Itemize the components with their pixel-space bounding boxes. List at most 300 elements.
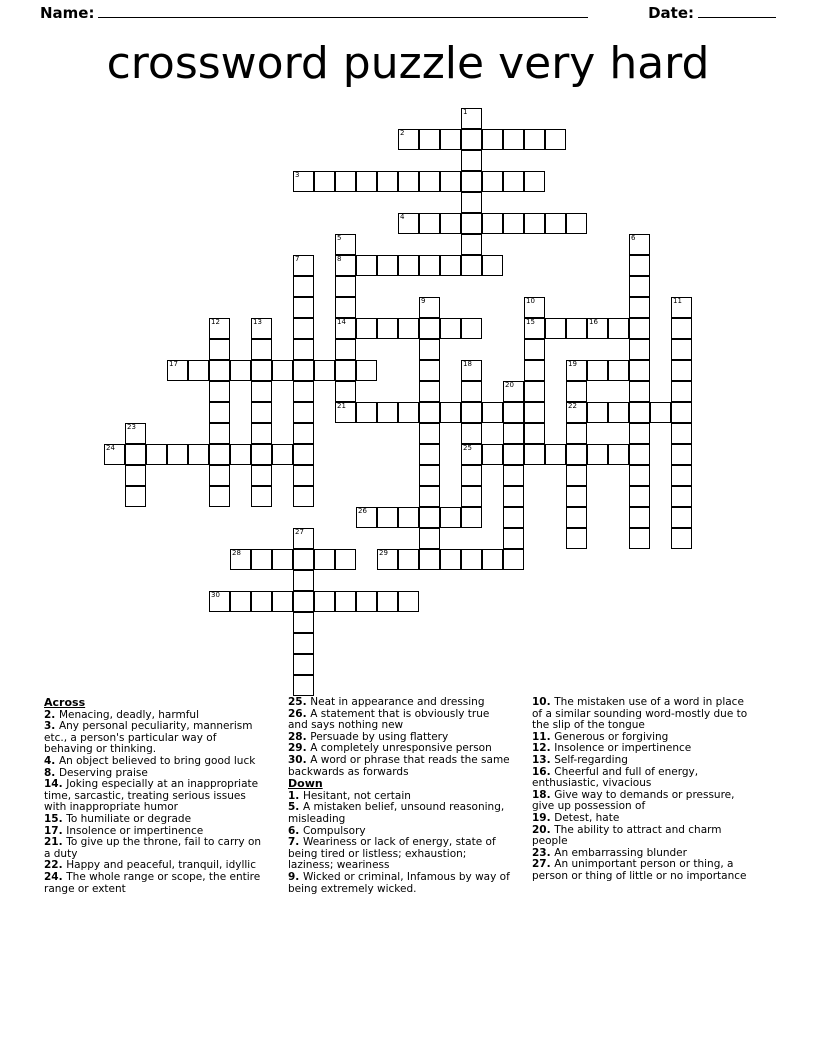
grid-cell[interactable] [482, 444, 503, 465]
grid-cell[interactable] [503, 129, 524, 150]
grid-cell-number: 6 [631, 234, 636, 242]
grid-cell[interactable] [566, 318, 587, 339]
grid-cell[interactable] [419, 381, 440, 402]
grid-cell[interactable] [461, 402, 482, 423]
name-input-line[interactable] [98, 4, 588, 18]
grid-cell[interactable] [209, 381, 230, 402]
grid-cell[interactable] [461, 486, 482, 507]
grid-cell[interactable] [209, 465, 230, 486]
grid-cell[interactable] [293, 486, 314, 507]
grid-cell[interactable] [461, 507, 482, 528]
grid-cell[interactable] [125, 465, 146, 486]
grid-cell[interactable] [503, 381, 524, 402]
grid-cell[interactable] [545, 129, 566, 150]
grid-cell[interactable] [461, 423, 482, 444]
grid-cell[interactable] [209, 591, 230, 612]
grid-cell[interactable] [482, 213, 503, 234]
grid-cell[interactable] [377, 318, 398, 339]
grid-cell[interactable] [398, 402, 419, 423]
grid-cell[interactable] [188, 444, 209, 465]
grid-cell[interactable] [146, 444, 167, 465]
grid-cell[interactable] [230, 591, 251, 612]
grid-cell[interactable] [671, 486, 692, 507]
grid-cell[interactable] [398, 255, 419, 276]
grid-cell[interactable] [482, 255, 503, 276]
grid-cell[interactable] [398, 213, 419, 234]
grid-cell[interactable] [335, 171, 356, 192]
grid-cell[interactable] [398, 318, 419, 339]
grid-cell[interactable] [440, 318, 461, 339]
grid-cell[interactable] [398, 507, 419, 528]
grid-cell[interactable] [377, 591, 398, 612]
grid-cell[interactable] [293, 318, 314, 339]
grid-cell[interactable] [419, 402, 440, 423]
clue-number: 18. [532, 788, 555, 801]
grid-cell-number: 27 [295, 528, 304, 536]
grid-cell[interactable] [629, 381, 650, 402]
clue-number: 28. [288, 730, 311, 743]
grid-cell[interactable] [587, 318, 608, 339]
grid-cell[interactable] [440, 507, 461, 528]
grid-cell[interactable] [419, 171, 440, 192]
grid-cell[interactable] [461, 213, 482, 234]
clue-item: 23. An embarrassing blunder [532, 846, 687, 859]
grid-cell-number: 25 [463, 444, 472, 452]
grid-cell-number: 11 [673, 297, 682, 305]
grid-cell[interactable] [629, 297, 650, 318]
grid-cell[interactable] [461, 234, 482, 255]
date-label: Date: [648, 4, 694, 22]
clue-number: 21. [44, 836, 67, 849]
grid-cell[interactable] [335, 360, 356, 381]
grid-cell[interactable] [356, 171, 377, 192]
grid-cell[interactable] [503, 465, 524, 486]
grid-cell[interactable] [293, 570, 314, 591]
clue-item: 26. A statement that is obviously true and says nothing new [288, 707, 490, 732]
grid-cell[interactable] [650, 402, 671, 423]
grid-cell[interactable] [293, 171, 314, 192]
grid-cell[interactable] [629, 276, 650, 297]
clue-number: 23. [532, 846, 555, 859]
grid-cell[interactable] [230, 360, 251, 381]
clue-item: 2. Menacing, deadly, harmful [44, 708, 199, 721]
grid-cell[interactable] [188, 360, 209, 381]
grid-cell[interactable] [251, 465, 272, 486]
grid-cell[interactable] [272, 591, 293, 612]
grid-cell[interactable] [209, 486, 230, 507]
grid-cell[interactable] [566, 465, 587, 486]
grid-cell[interactable] [629, 339, 650, 360]
grid-cell[interactable] [356, 591, 377, 612]
grid-cell[interactable] [209, 318, 230, 339]
grid-cell[interactable] [356, 507, 377, 528]
grid-cell[interactable] [104, 444, 125, 465]
grid-cell[interactable] [503, 528, 524, 549]
grid-cell[interactable] [629, 528, 650, 549]
grid-cell[interactable] [251, 381, 272, 402]
grid-cell[interactable] [461, 108, 482, 129]
grid-cell[interactable] [314, 360, 335, 381]
grid-cell[interactable] [629, 318, 650, 339]
grid-cell[interactable] [524, 423, 545, 444]
clue-item: 20. The ability to attract and charm people [532, 823, 722, 848]
clues-section [44, 697, 774, 957]
grid-cell[interactable] [566, 423, 587, 444]
grid-cell-number: 7 [295, 255, 300, 263]
clue-item: 30. A word or phrase that reads the same backwards as forwards [288, 753, 510, 778]
grid-cell[interactable] [335, 591, 356, 612]
grid-cell[interactable] [440, 255, 461, 276]
grid-cell[interactable] [377, 402, 398, 423]
grid-cell[interactable] [167, 360, 188, 381]
grid-cell[interactable] [293, 402, 314, 423]
grid-cell-number: 15 [526, 318, 535, 326]
grid-cell[interactable] [440, 549, 461, 570]
grid-cell[interactable] [587, 402, 608, 423]
grid-cell[interactable] [587, 444, 608, 465]
grid-cell[interactable] [503, 486, 524, 507]
grid-cell[interactable] [419, 528, 440, 549]
grid-cell[interactable] [545, 318, 566, 339]
grid-cell[interactable] [566, 444, 587, 465]
grid-cell[interactable] [524, 381, 545, 402]
grid-cell[interactable] [377, 507, 398, 528]
grid-cell[interactable] [482, 171, 503, 192]
grid-cell-number: 8 [337, 255, 342, 263]
grid-cell[interactable] [482, 129, 503, 150]
grid-cell[interactable] [251, 549, 272, 570]
grid-cell[interactable] [461, 318, 482, 339]
grid-cell[interactable] [503, 213, 524, 234]
grid-cell[interactable] [482, 402, 503, 423]
grid-cell[interactable] [335, 318, 356, 339]
grid-cell-number: 14 [337, 318, 346, 326]
grid-cell[interactable] [209, 360, 230, 381]
grid-cell-number: 30 [211, 591, 220, 599]
grid-cell[interactable] [314, 171, 335, 192]
header-row [40, 4, 776, 22]
grid-cell[interactable] [251, 423, 272, 444]
grid-cell[interactable] [524, 171, 545, 192]
grid-cell-number: 1 [463, 108, 468, 116]
grid-cell[interactable] [671, 360, 692, 381]
grid-cell[interactable] [419, 486, 440, 507]
grid-cell-number: 23 [127, 423, 136, 431]
grid-cell[interactable] [461, 255, 482, 276]
grid-cell[interactable] [671, 339, 692, 360]
clue-number: 24. [44, 870, 67, 883]
grid-cell-number: 20 [505, 381, 514, 389]
grid-cell[interactable] [461, 171, 482, 192]
grid-cell[interactable] [524, 444, 545, 465]
grid-cell-number: 28 [232, 549, 241, 557]
clue-item: 6. Compulsory [288, 824, 366, 837]
grid-cell[interactable] [461, 150, 482, 171]
grid-cell-number: 10 [526, 297, 535, 305]
grid-cell-number: 26 [358, 507, 367, 515]
grid-cell[interactable] [419, 360, 440, 381]
grid-cell[interactable] [629, 507, 650, 528]
clue-number: 13. [532, 753, 555, 766]
grid-cell[interactable] [671, 423, 692, 444]
grid-cell[interactable] [251, 444, 272, 465]
grid-cell[interactable] [230, 444, 251, 465]
grid-cell[interactable] [209, 423, 230, 444]
name-field-group [40, 4, 648, 22]
down-heading: Down [288, 777, 323, 791]
clue-number: 26. [288, 707, 311, 720]
grid-cell[interactable] [503, 402, 524, 423]
grid-cell[interactable] [671, 507, 692, 528]
grid-cell-number: 29 [379, 549, 388, 557]
grid-cell[interactable] [608, 444, 629, 465]
clue-item: 5. A mistaken belief, unsound reasoning, misleading [288, 801, 505, 825]
clue-item: 14. Joking especially at an inappropriate time, sarcastic, treating serious issues with inappropriate humor [44, 778, 259, 814]
grid-cell-number: 2 [400, 129, 405, 137]
clue-item: 13. Self-regarding [532, 753, 628, 766]
grid-cell[interactable] [461, 381, 482, 402]
grid-cell[interactable] [503, 171, 524, 192]
grid-cell[interactable] [671, 465, 692, 486]
clue-item: 24. The whole range or scope, the entire range or extent [44, 870, 261, 895]
grid-cell[interactable] [503, 423, 524, 444]
grid-cell[interactable] [251, 318, 272, 339]
grid-cell[interactable] [566, 528, 587, 549]
grid-cell[interactable] [671, 402, 692, 423]
grid-cell[interactable] [419, 129, 440, 150]
grid-cell[interactable] [293, 423, 314, 444]
grid-cell[interactable] [314, 591, 335, 612]
grid-cell[interactable] [251, 360, 272, 381]
grid-cell[interactable] [272, 444, 293, 465]
grid-cell[interactable] [335, 297, 356, 318]
grid-cell[interactable] [482, 549, 503, 570]
grid-cell[interactable] [545, 444, 566, 465]
clue-number: 10. [532, 696, 555, 708]
grid-cell[interactable] [671, 381, 692, 402]
grid-cell[interactable] [671, 318, 692, 339]
grid-cell[interactable] [293, 339, 314, 360]
clue-number: 22. [44, 859, 67, 872]
grid-cell-number: 19 [568, 360, 577, 368]
grid-cell[interactable] [356, 255, 377, 276]
grid-cell[interactable] [293, 654, 314, 675]
grid-cell[interactable] [335, 276, 356, 297]
grid-cell[interactable] [524, 129, 545, 150]
grid-cell-number: 21 [337, 402, 346, 410]
across-heading: Across [44, 696, 86, 709]
clue-item: 3. Any personal peculiarity, mannerism etc., a person's particular way of behaving or thinking. [44, 720, 253, 756]
grid-cell[interactable] [566, 486, 587, 507]
grid-cell[interactable] [209, 444, 230, 465]
grid-cell[interactable] [419, 213, 440, 234]
grid-cell[interactable] [440, 129, 461, 150]
grid-cell[interactable] [587, 360, 608, 381]
grid-cell[interactable] [167, 444, 188, 465]
grid-cell[interactable] [335, 255, 356, 276]
date-field-group [648, 4, 776, 22]
clue-item: 28. Persuade by using flattery [288, 730, 449, 743]
grid-cell[interactable] [671, 444, 692, 465]
grid-cell[interactable] [503, 549, 524, 570]
grid-cell[interactable] [293, 465, 314, 486]
grid-cell[interactable] [230, 549, 251, 570]
grid-cell[interactable] [461, 444, 482, 465]
grid-cell[interactable] [419, 465, 440, 486]
grid-cell[interactable] [566, 213, 587, 234]
grid-cell[interactable] [335, 402, 356, 423]
clue-item: 1. Hesitant, not certain [288, 789, 411, 802]
grid-cell[interactable] [356, 360, 377, 381]
grid-cell[interactable] [461, 549, 482, 570]
grid-cell[interactable] [398, 591, 419, 612]
clue-item: 7. Weariness or lack of energy, state of being tired or listless; exhaustion; laziness; weariness [288, 836, 496, 872]
grid-cell[interactable] [125, 444, 146, 465]
grid-cell[interactable] [629, 465, 650, 486]
grid-cell-number: 3 [295, 171, 300, 179]
grid-cell[interactable] [524, 402, 545, 423]
grid-cell[interactable] [440, 213, 461, 234]
grid-cell[interactable] [419, 423, 440, 444]
clue-item: 21. To give up the throne, fail to carry on a duty [44, 836, 262, 860]
grid-cell[interactable] [419, 549, 440, 570]
grid-cell-number: 9 [421, 297, 426, 305]
grid-cell[interactable] [398, 171, 419, 192]
grid-cell[interactable] [419, 318, 440, 339]
grid-cell[interactable] [335, 339, 356, 360]
grid-cell[interactable] [293, 612, 314, 633]
grid-cell[interactable] [272, 549, 293, 570]
grid-cell[interactable] [251, 339, 272, 360]
grid-cell[interactable] [629, 402, 650, 423]
grid-cell[interactable] [461, 192, 482, 213]
grid-cell[interactable] [293, 528, 314, 549]
grid-cell[interactable] [419, 507, 440, 528]
clue-number: 3. [44, 720, 59, 733]
grid-cell[interactable] [629, 444, 650, 465]
grid-cell[interactable] [314, 549, 335, 570]
grid-cell[interactable] [293, 675, 314, 696]
clues-column-2 [288, 697, 510, 895]
clue-number: 4. [44, 754, 59, 767]
grid-cell[interactable] [293, 633, 314, 654]
grid-cell[interactable] [524, 297, 545, 318]
clue-number: 11. [532, 730, 555, 743]
grid-cell[interactable] [440, 402, 461, 423]
grid-cell[interactable] [461, 129, 482, 150]
grid-cell[interactable] [293, 360, 314, 381]
date-input-line[interactable] [698, 4, 776, 18]
grid-cell[interactable] [335, 234, 356, 255]
grid-cell[interactable] [608, 402, 629, 423]
grid-cell[interactable] [524, 318, 545, 339]
grid-cell[interactable] [251, 591, 272, 612]
grid-cell[interactable] [398, 549, 419, 570]
grid-cell[interactable] [524, 360, 545, 381]
clue-item: 19. Detest, hate [532, 811, 620, 824]
grid-cell[interactable] [398, 129, 419, 150]
grid-cell[interactable] [629, 486, 650, 507]
grid-cell-number: 13 [253, 318, 262, 326]
grid-cell[interactable] [671, 297, 692, 318]
grid-cell[interactable] [545, 213, 566, 234]
grid-cell[interactable] [419, 297, 440, 318]
grid-cell[interactable] [293, 255, 314, 276]
clue-item: 29. A completely unresponsive person [288, 742, 492, 755]
clues-column-1 [44, 697, 266, 895]
name-label: Name: [40, 4, 95, 22]
grid-cell[interactable] [440, 171, 461, 192]
grid-cell[interactable] [608, 360, 629, 381]
grid-cell[interactable] [377, 255, 398, 276]
grid-cell[interactable] [629, 234, 650, 255]
grid-cell[interactable] [125, 423, 146, 444]
grid-cell[interactable] [503, 444, 524, 465]
grid-cell[interactable] [293, 444, 314, 465]
grid-cell[interactable] [419, 444, 440, 465]
grid-cell-number: 12 [211, 318, 220, 326]
grid-cell[interactable] [209, 339, 230, 360]
clue-number: 5. [288, 801, 303, 814]
clue-number: 15. [44, 812, 67, 825]
grid-cell[interactable] [629, 423, 650, 444]
clue-number: 20. [532, 823, 555, 836]
grid-cell-number: 5 [337, 234, 342, 242]
grid-cell[interactable] [524, 213, 545, 234]
grid-cell[interactable] [566, 402, 587, 423]
grid-cell[interactable] [566, 507, 587, 528]
grid-cell[interactable] [524, 339, 545, 360]
grid-cell[interactable] [566, 381, 587, 402]
grid-cell[interactable] [503, 507, 524, 528]
grid-cell[interactable] [671, 528, 692, 549]
grid-cell[interactable] [209, 402, 230, 423]
clue-item: 22. Happy and peaceful, tranquil, idyllic [44, 859, 256, 872]
clue-number: 17. [44, 824, 67, 837]
grid-cell[interactable] [566, 360, 587, 381]
grid-cell[interactable] [293, 297, 314, 318]
grid-cell[interactable] [629, 360, 650, 381]
grid-cell[interactable] [419, 255, 440, 276]
grid-cell[interactable] [251, 402, 272, 423]
grid-cell[interactable] [335, 549, 356, 570]
clue-item: 16. Cheerful and full of energy, enthusiastic, vivacious [532, 765, 699, 790]
crossword-grid[interactable] [0, 108, 816, 688]
grid-cell[interactable] [335, 381, 356, 402]
grid-cell[interactable] [293, 591, 314, 612]
grid-cell[interactable] [251, 486, 272, 507]
grid-cell[interactable] [629, 255, 650, 276]
grid-cell[interactable] [377, 171, 398, 192]
grid-cell[interactable] [293, 549, 314, 570]
page-title: crossword puzzle very hard [106, 38, 710, 89]
grid-cell[interactable] [461, 360, 482, 381]
grid-cell[interactable] [125, 486, 146, 507]
grid-cell[interactable] [461, 465, 482, 486]
grid-cell[interactable] [293, 276, 314, 297]
grid-cell[interactable] [356, 402, 377, 423]
clue-number: 8. [44, 766, 59, 779]
clues-column-3 [532, 697, 754, 883]
grid-cell[interactable] [419, 339, 440, 360]
grid-cell[interactable] [608, 318, 629, 339]
grid-cell-number: 16 [589, 318, 598, 326]
grid-cell[interactable] [293, 381, 314, 402]
grid-cell[interactable] [272, 360, 293, 381]
grid-cell[interactable] [356, 318, 377, 339]
grid-cell[interactable] [377, 549, 398, 570]
grid-cell-number: 18 [463, 360, 472, 368]
